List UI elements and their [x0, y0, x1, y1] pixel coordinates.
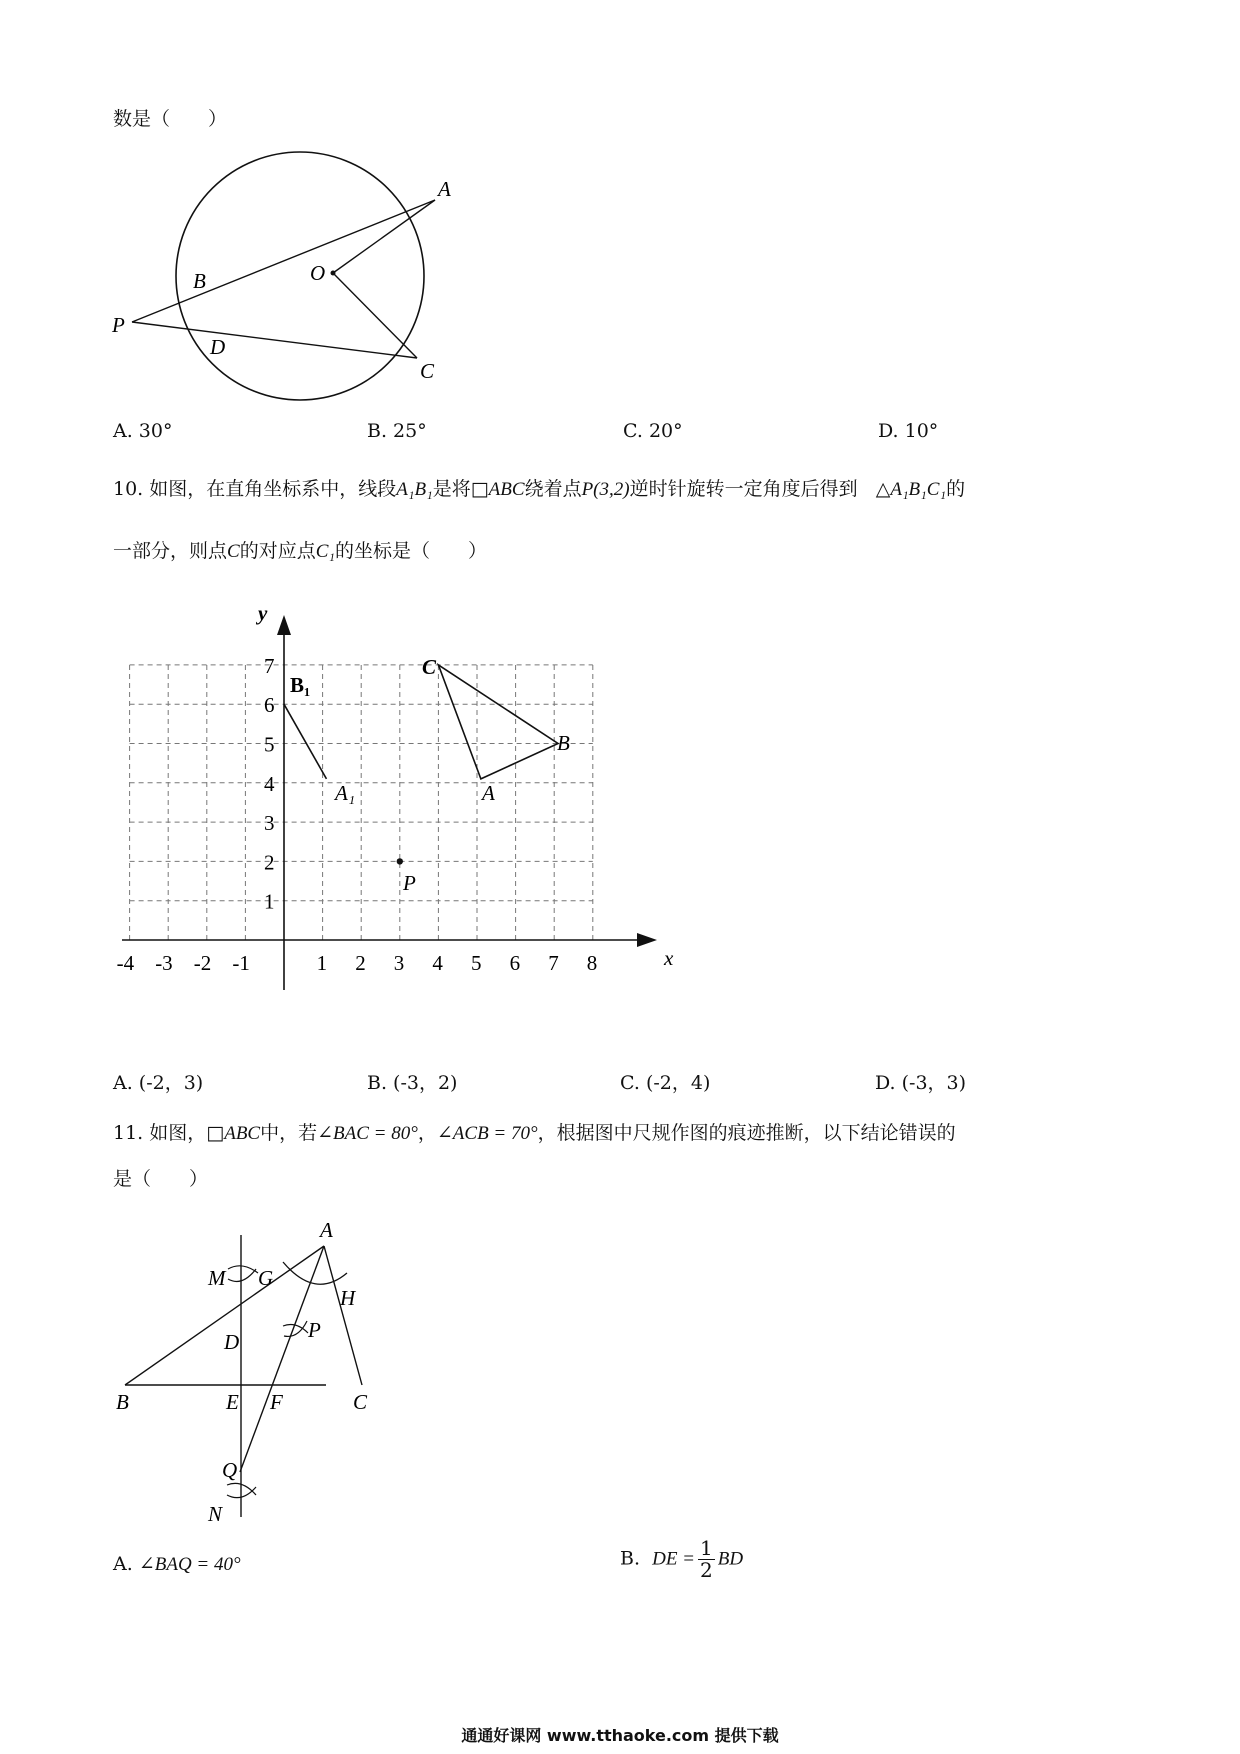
q10-segment: A₁B₁ [396, 479, 433, 500]
q10-option-a: A. (-2，3) [113, 1072, 204, 1094]
fraction-one-half: $\frac{1}{2}$ [700, 1536, 713, 1582]
x-axis-label: x [664, 946, 674, 970]
x-tick-label: 8 [586, 951, 598, 975]
x-tick-label: -1 [232, 951, 250, 975]
q11-line2: 是（ ） [113, 1168, 209, 1190]
y-tick-label: 2 [264, 850, 275, 875]
grid [130, 665, 593, 940]
q10-point: P(3,2) [581, 479, 630, 500]
arc-m2 [228, 1269, 256, 1281]
q11-option-a: A. ∠BAQ = 40° [113, 1553, 241, 1575]
label-c: C [422, 655, 437, 679]
x-axis-arrow [637, 933, 657, 947]
y-tick-labels [264, 654, 275, 914]
label-m: M [208, 1266, 226, 1290]
label-a1: A₁ [335, 781, 356, 805]
label-d: D [210, 335, 226, 359]
label-p: P [112, 313, 125, 337]
q11-line1: 11. 如图，□ABC中，若∠BAC = 80°，∠ACB = 70°，根据图中尺规作图的痕迹推断，以下结论错误的 [113, 1122, 956, 1144]
x-tick-label: 6 [509, 951, 521, 975]
label-f: F [270, 1390, 283, 1414]
q10-option-c: C. (-2，4) [620, 1072, 711, 1094]
label-b1: B₁ [290, 673, 311, 697]
y-tick-label: 3 [264, 811, 275, 836]
arc-gh [283, 1262, 347, 1284]
x-tick-labels [117, 951, 598, 975]
x-tick-label: 7 [548, 951, 559, 975]
label-n: N [208, 1502, 223, 1526]
label-c: C [353, 1390, 368, 1414]
q10-option-d: D. (-3，3) [875, 1072, 967, 1094]
q10-line2: 一部分，则点C的对应点C₁的坐标是（ ） [113, 540, 488, 562]
x-tick-label: 1 [316, 951, 328, 975]
label-h: H [340, 1286, 356, 1310]
x-tick-label: 3 [393, 951, 405, 975]
x-tick-label: 2 [355, 951, 366, 975]
y-axis-arrow [277, 615, 291, 635]
side-ac [324, 1246, 362, 1385]
label-b: B [193, 269, 206, 293]
y-tick-label: 6 [264, 693, 275, 718]
q9-option-a: A. 30° [113, 420, 173, 442]
q10-line1: 10. 如图，在直角坐标系中，线段A₁B₁是将□ABC绕着点P(3,2)逆时针旋转一定角度后得到 △A₁B₁C₁的 [113, 478, 966, 500]
segment-a1b1 [284, 704, 326, 779]
label-d: D [224, 1330, 240, 1354]
y-axis-label: y [258, 601, 268, 625]
q9-option-b: B. 25° [367, 420, 427, 442]
label-a: A [438, 177, 451, 201]
line-aq [240, 1246, 324, 1472]
page-footer: 通通好课网 www.tthaoke.com 提供下载 [461, 1726, 779, 1745]
label-a: A [482, 781, 495, 805]
x-tick-label: -2 [193, 951, 212, 975]
x-tick-label: -4 [116, 951, 135, 975]
q11-angle-acb: ∠ACB = 70° [436, 1123, 538, 1144]
label-b: B [116, 1390, 129, 1414]
y-tick-label: 1 [264, 889, 275, 914]
label-a: A [320, 1218, 333, 1242]
q9-option-d: D. 10° [878, 420, 939, 442]
triangle-abc [438, 665, 558, 779]
y-tick-label: 4 [264, 771, 275, 796]
y-tick-label: 7 [264, 653, 275, 678]
q10-option-b: B. (-3，2) [367, 1072, 458, 1094]
point-p [397, 858, 403, 864]
q9-option-c: C. 20° [623, 420, 683, 442]
q11-angle-bac: ∠BAC = 80° [317, 1123, 418, 1144]
label-p: P [403, 871, 416, 895]
label-o: O [310, 261, 326, 285]
label-b: B [557, 731, 570, 755]
q11-construction-figure [100, 1215, 400, 1530]
x-tick-label: -3 [155, 951, 173, 975]
label-e: E [226, 1390, 239, 1414]
label-g: G [258, 1266, 274, 1290]
x-tick-label: 5 [471, 951, 482, 975]
label-q: Q [222, 1458, 238, 1482]
x-tick-label: 4 [432, 951, 443, 975]
label-p: P [308, 1318, 321, 1342]
label-c: C [420, 359, 435, 383]
q11-option-b: B. DE = $\frac{1}{2}$ BD [620, 1536, 744, 1582]
q9-stem-tail: 数是（ ） [113, 108, 228, 130]
y-tick-label: 5 [264, 732, 275, 757]
